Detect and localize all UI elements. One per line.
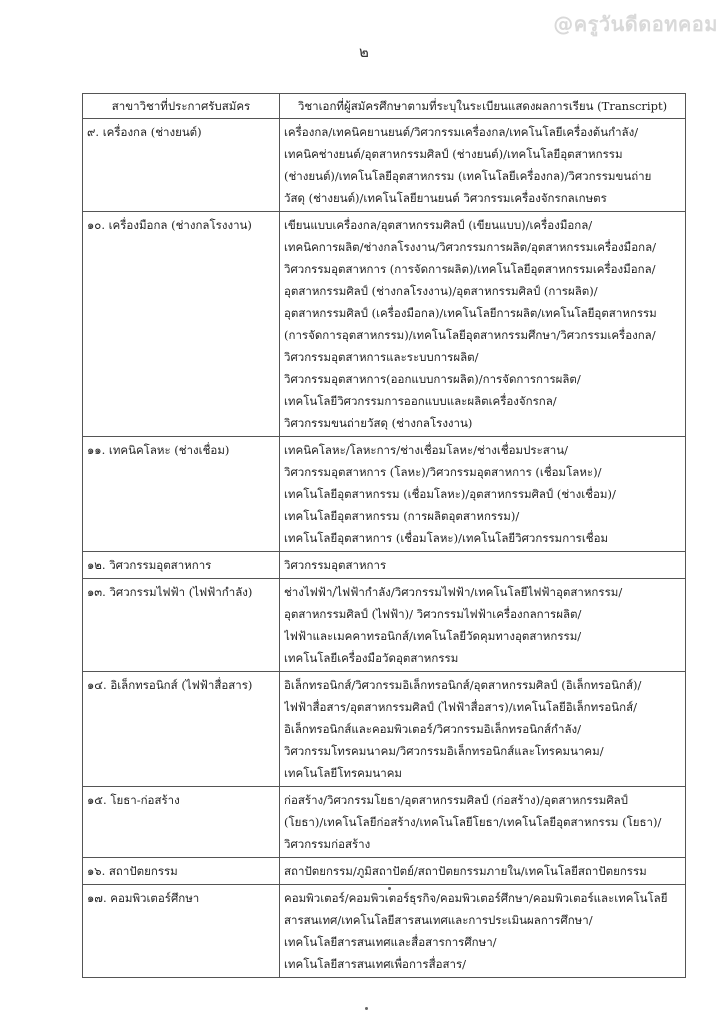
major-line: อุตสาหกรรมศิลป์ (ช่างกลโรงงาน)/อุตสาหกรรมศิลป์ (การผลิต)/ bbox=[284, 284, 598, 298]
table-row bbox=[83, 212, 686, 437]
majors-cell bbox=[280, 552, 686, 579]
majors-cell bbox=[280, 119, 686, 212]
scan-speck bbox=[388, 887, 391, 890]
major-line: เทคนิคช่างยนต์/อุตสาหกรรมศิลป์ (ช่างยนต์)/เทคโนโลยีอุตสาหกรรม bbox=[284, 147, 623, 161]
major-line: วิศวกรรมอุตสาหการ (การจัดการผลิต)/เทคโนโลยีอุตสาหกรรมเครื่องมือกล/ bbox=[284, 262, 656, 276]
table-row bbox=[83, 437, 686, 552]
major-line: (การจัดการอุตสาหกรรม)/เทคโนโลยีอุตสาหกรรมศึกษา/วิศวกรรมเครื่องกล/ bbox=[284, 328, 656, 342]
field-name: ๑๐. เครื่องมือกล (ช่างกลโรงงาน) bbox=[83, 212, 280, 437]
major-line: เทคโนโลยีสารสนเทศเพื่อการสื่อสาร/ bbox=[284, 957, 467, 971]
majors-cell bbox=[280, 212, 686, 437]
table-row bbox=[83, 672, 686, 787]
major-line: คอมพิวเตอร์/คอมพิวเตอร์ธุรกิจ/คอมพิวเตอร์ศึกษา/คอมพิวเตอร์และเทคโนโลยี bbox=[284, 891, 668, 905]
major-line: เทคโนโลยีวิศวกรรมการออกแบบและผลิตเครื่องจักรกล/ bbox=[284, 394, 557, 408]
major-line: ก่อสร้าง/วิศวกรรมโยธา/อุตสาหกรรมศิลป์ (ก่อสร้าง)/อุตสาหกรรมศิลป์ bbox=[284, 793, 628, 807]
table-row bbox=[83, 787, 686, 858]
field-name: ๑๗. คอมพิวเตอร์ศึกษา bbox=[83, 885, 280, 978]
major-line: วัสดุ (ช่างยนต์)/เทคโนโลยียานยนต์ วิศวกรรมเครื่องจักรกลเกษตร bbox=[284, 191, 607, 205]
field-name: ๑๖. สถาปัตยกรรม bbox=[83, 858, 280, 885]
majors-cell bbox=[280, 787, 686, 858]
field-name: ๑๓. วิศวกรรมไฟฟ้า (ไฟฟ้ากำลัง) bbox=[83, 579, 280, 672]
major-line: เทคโนโลยีสารสนเทศและสื่อสารการศึกษา/ bbox=[284, 935, 497, 949]
major-line: อุตสาหกรรมศิลป์ (ไฟฟ้า)/ วิศวกรรมไฟฟ้าเครื่องกลการผลิต/ bbox=[284, 607, 582, 621]
watermark: @ครูวันดีดอทคอม bbox=[553, 12, 718, 36]
major-line: เทคโนโลยีเครื่องมือวัดอุตสาหกรรม bbox=[284, 651, 459, 665]
major-line: เทคโนโลยีอุตสาหการ (เชื่อมโลหะ)/เทคโนโลยีวิศวกรรมการเชื่อม bbox=[284, 531, 609, 545]
page-number: ๒ bbox=[359, 43, 369, 61]
header-field: สาขาวิชาที่ประกาศรับสมัคร bbox=[83, 94, 280, 119]
field-name: ๙. เครื่องกล (ช่างยนต์) bbox=[83, 119, 280, 212]
major-line: ช่างไฟฟ้า/ไฟฟ้ากำลัง/วิศวกรรมไฟฟ้า/เทคโนโลยีไฟฟ้าอุตสาหกรรม/ bbox=[284, 585, 623, 599]
major-line: (ช่างยนต์)/เทคโนโลยีอุตสาหกรรม (เทคโนโลยีเครื่องกล)/วิศวกรรมขนถ่าย bbox=[284, 169, 652, 183]
majors-cell bbox=[280, 858, 686, 885]
major-line: ไฟฟ้าและเมคคาทรอนิกส์/เทคโนโลยีวัดคุมทางอุตสาหกรรม/ bbox=[284, 629, 582, 643]
table-row bbox=[83, 119, 686, 212]
field-name: ๑๔. อิเล็กทรอนิกส์ (ไฟฟ้าสื่อสาร) bbox=[83, 672, 280, 787]
major-line: สารสนเทศ/เทคโนโลยีสารสนเทศและการประเมินผลการศึกษา/ bbox=[284, 913, 593, 927]
major-line: เขียนแบบเครื่องกล/อุตสาหกรรมศิลป์ (เขียนแบบ)/เครื่องมือกล/ bbox=[284, 218, 593, 232]
majors-cell bbox=[280, 885, 686, 978]
major-line: (โยธา)/เทคโนโลยีก่อสร้าง/เทคโนโลยีโยธา/เทคโนโลยีอุตสาหกรรม (โยธา)/ bbox=[284, 815, 662, 829]
table-row bbox=[83, 552, 686, 579]
curriculum-table bbox=[82, 93, 686, 978]
major-line: เทคโนโลยีโทรคมนาคม bbox=[284, 766, 403, 780]
majors-cell bbox=[280, 437, 686, 552]
majors-cell bbox=[280, 579, 686, 672]
table-row bbox=[83, 858, 686, 885]
major-line: วิศวกรรมโทรคมนาคม/วิศวกรรมอิเล็กทรอนิกส์และโทรคมนาคม/ bbox=[284, 744, 604, 758]
header-majors: วิชาเอกที่ผู้สมัครศึกษาตามที่ระบุในระเบียนแสดงผลการเรียน (Transcript) bbox=[280, 94, 686, 119]
table-row bbox=[83, 579, 686, 672]
major-line: อุตสาหกรรมศิลป์ (เครื่องมือกล)/เทคโนโลยีการผลิต/เทคโนโลยีอุตสาหกรรม bbox=[284, 306, 657, 320]
majors-cell bbox=[280, 672, 686, 787]
major-line: วิศวกรรมอุตสาหการและระบบการผลิต/ bbox=[284, 350, 479, 364]
major-line: วิศวกรรมอุตสาหการ (โลหะ)/วิศวกรรมอุตสาหการ (เชื่อมโลหะ)/ bbox=[284, 465, 602, 479]
scan-speck bbox=[365, 1007, 368, 1010]
major-line: เทคโนโลยีอุตสาหกรรม (การผลิตอุตสาหกรรม)/ bbox=[284, 509, 520, 523]
field-name: ๑๕. โยธา-ก่อสร้าง bbox=[83, 787, 280, 858]
major-line: อิเล็กทรอนิกส์และคอมพิวเตอร์/วิศวกรรมอิเล็กทรอนิกส์กำลัง/ bbox=[284, 722, 581, 736]
major-line: เทคโนโลยีอุตสาหกรรม (เชื่อมโลหะ)/อุตสาหกรรมศิลป์ (ช่างเชื่อม)/ bbox=[284, 487, 616, 501]
table-header-row bbox=[83, 94, 686, 119]
field-name: ๑๑. เทคนิคโลหะ (ช่างเชื่อม) bbox=[83, 437, 280, 552]
major-line: อิเล็กทรอนิกส์/วิศวกรรมอิเล็กทรอนิกส์/อุตสาหกรรมศิลป์ (อิเล็กทรอนิกส์)/ bbox=[284, 678, 642, 692]
major-line: วิศวกรรมขนถ่ายวัสดุ (ช่างกลโรงงาน) bbox=[284, 416, 473, 430]
major-line: วิศวกรรมก่อสร้าง bbox=[284, 837, 371, 851]
field-name: ๑๒. วิศวกรรมอุตสาหการ bbox=[83, 552, 280, 579]
major-line: สถาปัตยกรรม/ภูมิสถาปัตย์/สถาปัตยกรรมภายใน/เทคโนโลยีสถาปัตยกรรม bbox=[284, 864, 647, 878]
major-line: เครื่องกล/เทคนิคยานยนต์/วิศวกรรมเครื่องกล/เทคโนโลยีเครื่องต้นกำลัง/ bbox=[284, 125, 639, 139]
major-line: เทคนิคโลหะ/โลหะการ/ช่างเชื่อมโลหะ/ช่างเชื่อมประสาน/ bbox=[284, 443, 568, 457]
major-line: วิศวกรรมอุตสาหการ bbox=[284, 558, 387, 572]
table-row bbox=[83, 885, 686, 978]
major-line: ไฟฟ้าสื่อสาร/อุตสาหกรรมศิลป์ (ไฟฟ้าสื่อสาร)/เทคโนโลยีอิเล็กทรอนิกส์/ bbox=[284, 700, 637, 714]
major-line: วิศวกรรมอุตสาหการ(ออกแบบการผลิต)/การจัดการการผลิต/ bbox=[284, 372, 581, 386]
major-line: เทคนิคการผลิต/ช่างกลโรงงาน/วิศวกรรมการผลิต/อุตสาหกรรมเครื่องมือกล/ bbox=[284, 240, 657, 254]
